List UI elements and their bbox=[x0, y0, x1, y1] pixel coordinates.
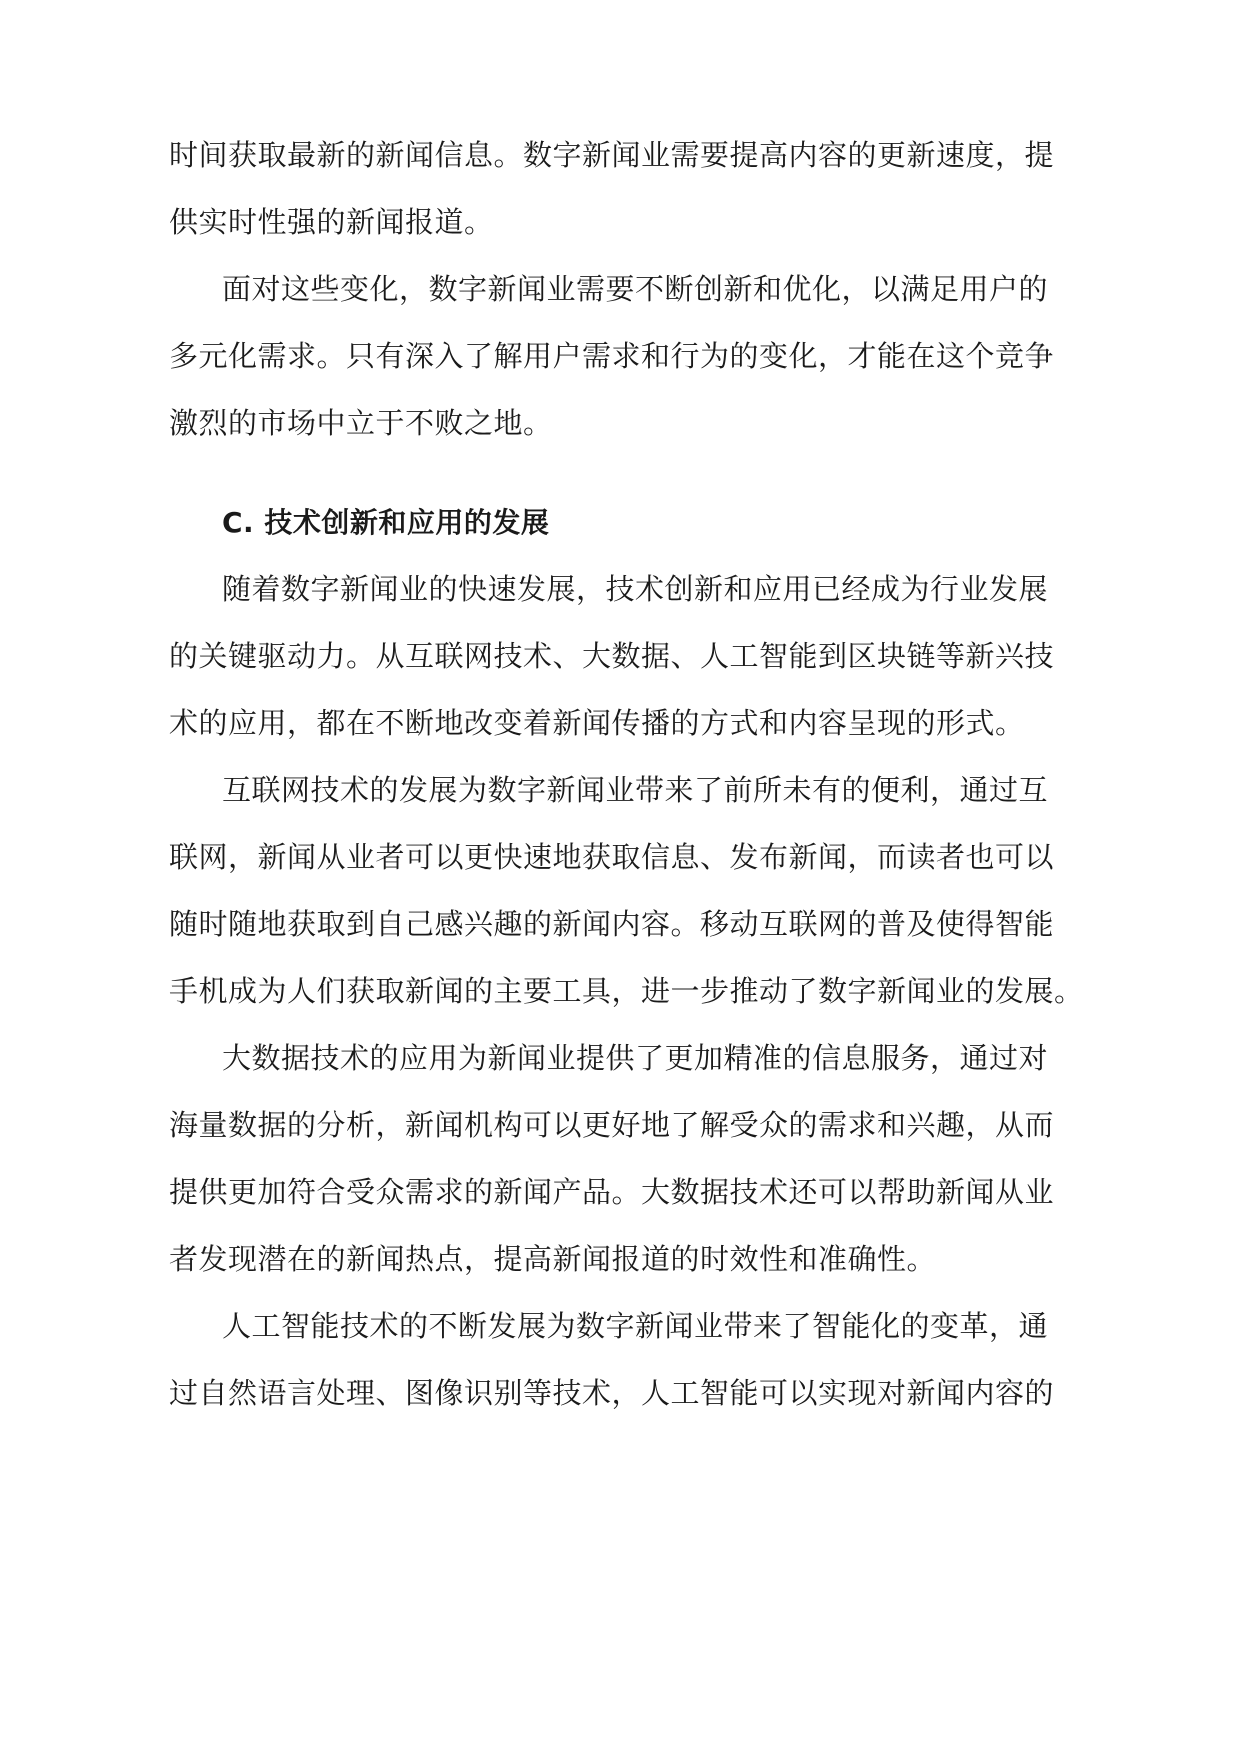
line-text: 术的应用，都在不断地改变着新闻传播的方式和内容呈现的形式。 bbox=[169, 706, 1025, 740]
line-text: 海量数据的分析，新闻机构可以更好地了解受众的需求和兴趣，从而 bbox=[169, 1108, 1055, 1142]
section-heading bbox=[0, 503, 1241, 543]
line-text: 提供更加符合受众需求的新闻产品。大数据技术还可以帮助新闻从业 bbox=[169, 1175, 1055, 1209]
line-text: 激烈的市场中立于不败之地。 bbox=[169, 406, 553, 440]
line-text: 时间获取最新的新闻信息。数字新闻业需要提高内容的更新速度，提 bbox=[169, 138, 1055, 172]
line-text: 联网，新闻从业者可以更快速地获取信息、发布新闻，而读者也可以 bbox=[169, 840, 1055, 874]
line-text: 多元化需求。只有深入了解用户需求和行为的变化，才能在这个竞争 bbox=[169, 339, 1055, 373]
text-line bbox=[0, 269, 1241, 309]
line-text: 人工智能技术的不断发展为数字新闻业带来了智能化的变革，通 bbox=[222, 1309, 1049, 1343]
text-line bbox=[0, 1038, 1241, 1078]
text-line bbox=[0, 403, 1241, 443]
text-line bbox=[0, 971, 1241, 1011]
line-text: 面对这些变化，数字新闻业需要不断创新和优化，以满足用户的 bbox=[222, 272, 1049, 306]
line-text: 者发现潜在的新闻热点，提高新闻报道的时效性和准确性。 bbox=[169, 1242, 937, 1276]
line-text: 供实时性强的新闻报道。 bbox=[169, 205, 494, 239]
line-text: 手机成为人们获取新闻的主要工具，进一步推动了数字新闻业的发展。 bbox=[169, 974, 1084, 1008]
text-line bbox=[0, 336, 1241, 376]
text-line bbox=[0, 1306, 1241, 1346]
text-line bbox=[0, 703, 1241, 743]
line-text: 互联网技术的发展为数字新闻业带来了前所未有的便利，通过互 bbox=[222, 773, 1049, 807]
line-text: 随着数字新闻业的快速发展，技术创新和应用已经成为行业发展 bbox=[222, 572, 1049, 606]
text-line bbox=[0, 904, 1241, 944]
line-text: 的关键驱动力。从互联网技术、大数据、人工智能到区块链等新兴技 bbox=[169, 639, 1055, 673]
line-text: 大数据技术的应用为新闻业提供了更加精准的信息服务，通过对 bbox=[222, 1041, 1049, 1075]
text-line bbox=[0, 135, 1241, 175]
text-line bbox=[0, 770, 1241, 810]
text-line bbox=[0, 569, 1241, 609]
text-line bbox=[0, 1105, 1241, 1145]
line-text: 过自然语言处理、图像识别等技术，人工智能可以实现对新闻内容的 bbox=[169, 1376, 1055, 1410]
text-line bbox=[0, 636, 1241, 676]
text-line bbox=[0, 837, 1241, 877]
line-text: 随时随地获取到自己感兴趣的新闻内容。移动互联网的普及使得智能 bbox=[169, 907, 1055, 941]
text-line bbox=[0, 1373, 1241, 1413]
text-line bbox=[0, 202, 1241, 242]
section-heading-text: C. 技术创新和应用的发展 bbox=[222, 506, 550, 539]
text-line bbox=[0, 1239, 1241, 1279]
text-line bbox=[0, 1172, 1241, 1212]
